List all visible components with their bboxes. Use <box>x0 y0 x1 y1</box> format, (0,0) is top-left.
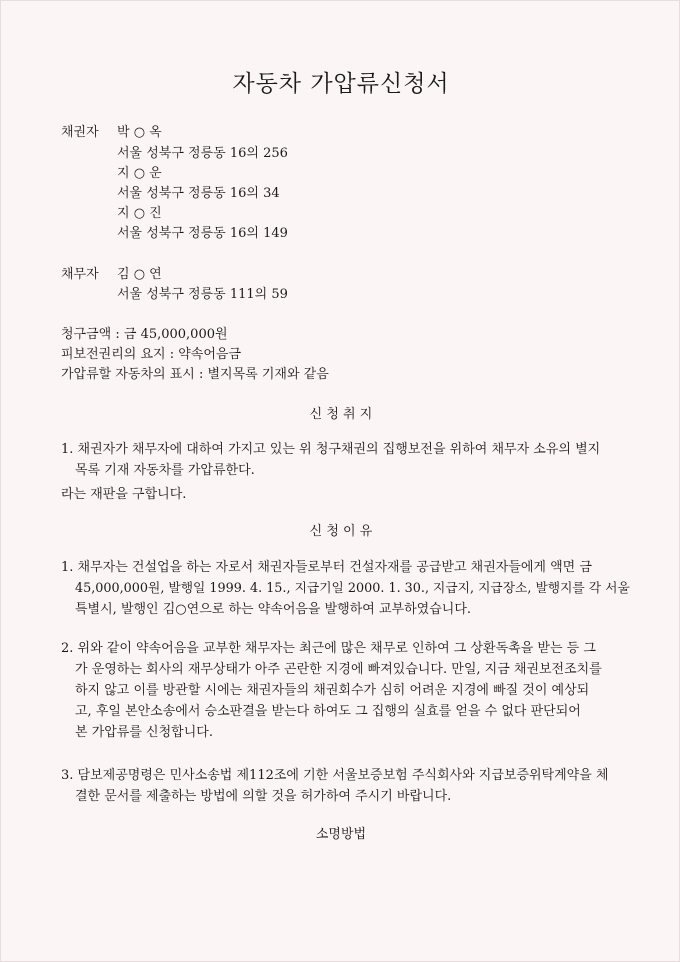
claim-amount: 청구금액 : 금 45,000,000원 <box>61 327 228 342</box>
reason-item-2-line: 고, 후일 본안소송에서 승소판결을 받는다 하여도 그 집행의 실효를 얻을 수 없다 판단되어 <box>75 704 581 719</box>
creditor-1-address: 서울 성북구 정릉동 16의 256 <box>117 146 288 161</box>
creditor-2-name: 지 ○ 운 <box>117 166 162 181</box>
reason-item-2-line: 하지 않고 이를 방관할 시에는 채권자들의 채권회수가 심히 어려운 지경에 빠질 것이 예상되 <box>75 683 590 698</box>
claim-vehicle: 가압류할 자동차의 표시 : 별지목록 기재와 같음 <box>61 367 329 382</box>
creditor-1-name: 박 ○ 옥 <box>117 125 162 140</box>
evidence-heading: 소명방법 <box>315 827 367 842</box>
purpose-item-1-line: 1. 채권자가 채무자에 대하여 가지고 있는 위 청구채권의 집행보전을 위하여 채무자 소유의 별지 <box>61 442 601 457</box>
creditor-3-name: 지 ○ 진 <box>117 206 162 221</box>
reason-item-3-line: 결한 문서를 제출하는 방법에 의할 것을 허가하여 주시기 바랍니다. <box>75 789 452 804</box>
reason-item-1-line: 특별시, 발행인 김○연으로 하는 약속어음을 발행하여 교부하였습니다. <box>75 602 472 617</box>
reason-item-2-line: 2. 위와 같이 약속어음을 교부한 채무자는 최근에 많은 채무로 인하여 그 상환독촉을 받는 등 그 <box>61 641 596 656</box>
reason-item-3 <box>61 765 631 807</box>
claim-right: 피보전권리의 요지 : 약속어음금 <box>61 347 242 362</box>
debtor-address: 서울 성북구 정릉동 111의 59 <box>117 287 288 302</box>
document-title: 자동차 가압류신청서 <box>232 71 450 97</box>
purpose-item-1-line: 목록 기재 자동차를 가압류한다. <box>75 463 255 478</box>
debtor-name: 김 ○ 연 <box>117 267 162 282</box>
purpose-item-1 <box>61 439 626 481</box>
debtor-label: 채무자 <box>61 267 99 282</box>
reason-item-1-line: 1. 채무자는 건설업을 하는 자로서 채권자들로부터 건설자재를 공급받고 채권자들에게 액면 금 <box>61 560 592 575</box>
purpose-closing: 라는 재판을 구합니다. <box>61 487 187 502</box>
creditor-label: 채권자 <box>61 125 99 140</box>
purpose-heading: 신 청 취 지 <box>309 407 373 422</box>
creditor-3-address: 서울 성북구 정릉동 16의 149 <box>117 226 288 241</box>
reason-item-1 <box>61 557 631 620</box>
creditor-2-address: 서울 성북구 정릉동 16의 34 <box>117 186 280 201</box>
reason-item-2 <box>61 638 631 743</box>
reason-item-2-line: 가 운영하는 회사의 재무상태가 아주 곤란한 지경에 빠져있습니다. 만일, 지금 채권보전조치를 <box>75 662 602 677</box>
reason-item-3-line: 3. 담보제공명령은 민사소송법 제112조에 기한 서울보증보험 주식회사와 지급보증위탁계약을 체 <box>61 768 609 783</box>
reasons-heading: 신 청 이 유 <box>309 524 373 539</box>
reason-item-2-line: 본 가압류를 신청합니다. <box>75 725 213 740</box>
reason-item-1-line: 45,000,000원, 발행일 1999. 4. 15., 지급기일 2000. 1. 30., 지급지, 지급장소, 발행지를 각 서울 <box>75 581 630 596</box>
